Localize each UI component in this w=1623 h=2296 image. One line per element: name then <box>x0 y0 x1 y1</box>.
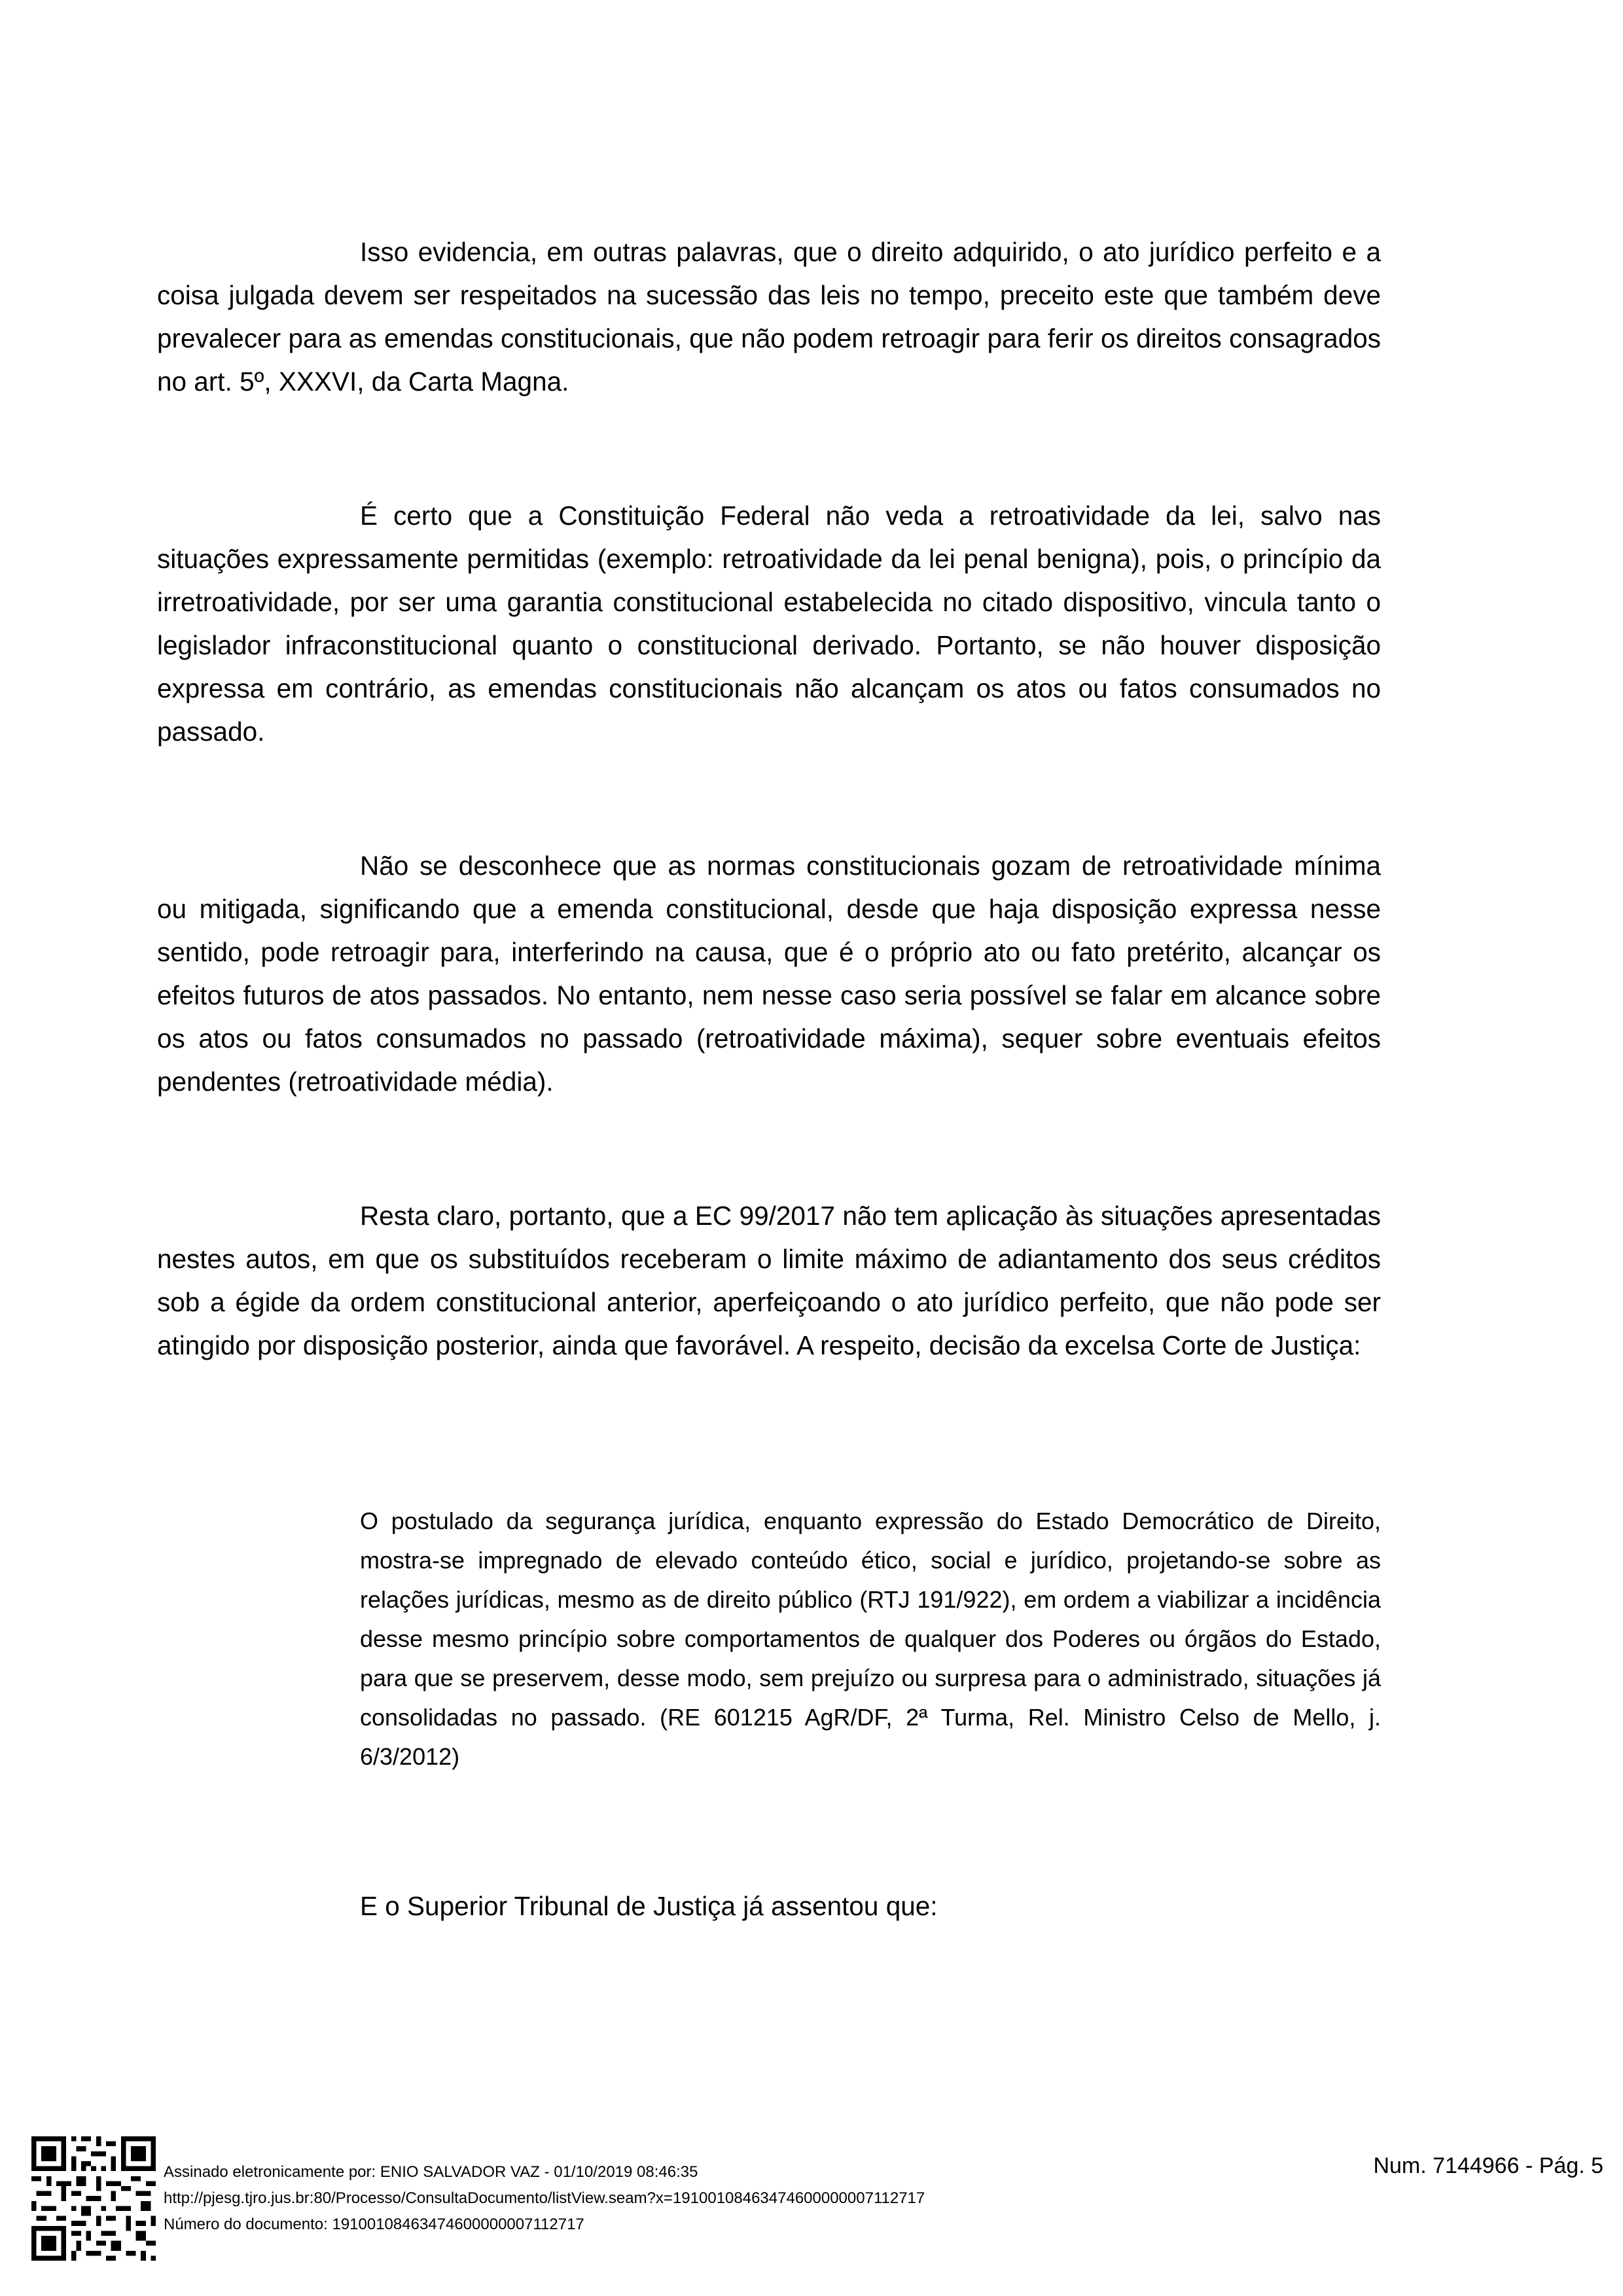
paragraph-3: Não se desconhece que as normas constitucionais gozam de retroatividade mínima ou mitigada, significando que a emenda constitucional, desde que haja disposição expressa nesse sentido, pode retroagir para, interferindo na causa, que é o próprio ato ou fato pretérito, alcançar os efeitos futuros de atos passados. No entanto, nem nesse caso seria possível se falar em alcance sobre os atos ou fatos consumados no passado (retroatividade máxima), sequer sobre eventuais efeitos pendentes (retroatividade média). <box>157 851 1381 1097</box>
document-number-line: Número do documento: 19100108463474600000007112717 <box>164 2216 584 2233</box>
paragraph-4: Resta claro, portanto, que a EC 99/2017 não tem aplicação às situações apresentadas nestes autos, em que os substituídos receberam o limite máximo de adiantamento dos seus créditos sob a égide da ordem constitucional anterior, aperfeiçoando o ato jurídico perfeito, que não pode ser atingido por disposição posterior, ainda que favorável. A respeito, decisão da excelsa Corte de Justiça: <box>157 1201 1381 1360</box>
paragraph-1: Isso evidencia, em outras palavras, que o direito adquirido, o ato jurídico perfeito e a coisa julgada devem ser respeitados na sucessão das leis no tempo, preceito este que também deve prevalecer para as emendas constitucionais, que não podem retroagir para ferir os direitos consagrados no art. 5º, XXXVI, da Carta Magna. <box>157 237 1381 397</box>
page-number: Num. 7144966 - Pág. 5 <box>1373 2153 1603 2178</box>
signature-footer <box>164 2159 925 2238</box>
paragraph-2: É certo que a Constituição Federal não veda a retroatividade da lei, salvo nas situações expressamente permitidas (exemplo: retroatividade da lei penal benigna), pois, o princípio da irretroatividade, por ser uma garantia constitucional estabelecida no citado dispositivo, vincula tanto o legislador infraconstitucional quanto o constitucional derivado. Portanto, se não houver disposição expressa em contrário, as emendas constitucionais não alcançam os atos ou fatos consumados no passado. <box>157 501 1381 747</box>
qr-code-icon <box>31 2136 156 2261</box>
paragraph-5: E o Superior Tribunal de Justiça já assentou que: <box>360 1891 938 1921</box>
signed-by-line: Assinado eletronicamente por: ENIO SALVADOR VAZ - 01/10/2019 08:46:35 <box>164 2163 698 2181</box>
block-quote: O postulado da segurança jurídica, enquanto expressão do Estado Democrático de Direito, mostra-se impregnado de elevado conteúdo ético, social e jurídico, projetando-se sobre as relações jurídicas, mesmo as de direito público (RTJ 191/922), em ordem a viabilizar a incidência desse mesmo princípio sobre comportamentos de qualquer dos Poderes ou órgãos do Estado, para que se preservem, desse modo, sem prejuízo ou surpresa para o administrado, situações já consolidadas no passado. (RE 601215 AgR/DF, 2ª Turma, Rel. Ministro Celso de Mello, j. 6/3/2012) <box>360 1508 1381 1770</box>
document-url-link[interactable]: http://pjesg.tjro.jus.br:80/Processo/ConsultaDocumento/listView.seam?x=19100108463474600000007112717 <box>164 2189 925 2207</box>
